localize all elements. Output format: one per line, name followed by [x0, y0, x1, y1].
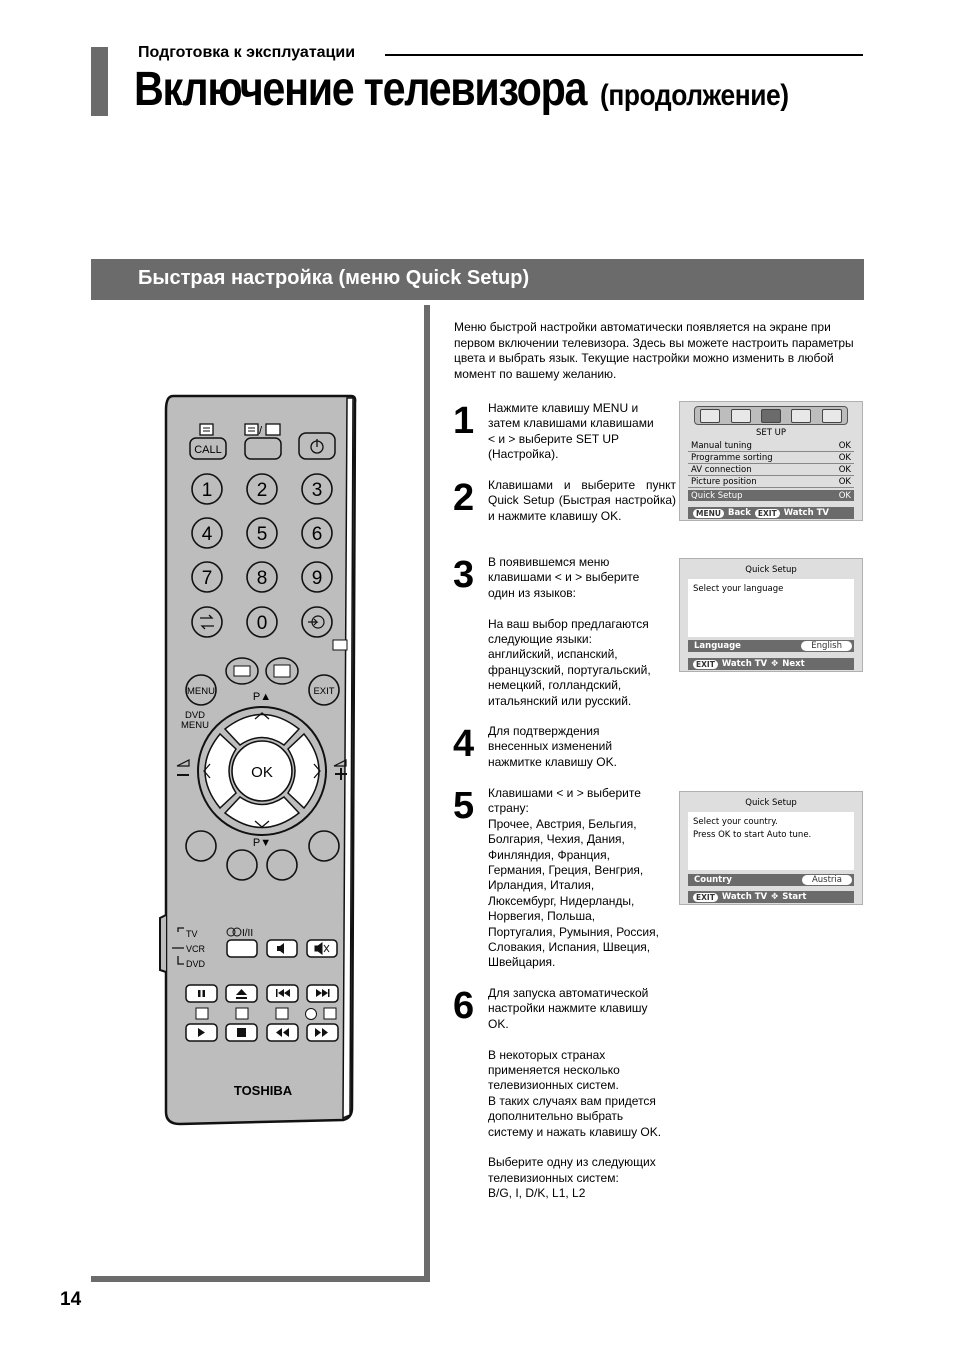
next-button[interactable] — [307, 985, 338, 1002]
picture-menu-icon — [700, 409, 720, 423]
text-hold-icon — [236, 1008, 248, 1019]
step-text — [488, 786, 676, 971]
menu-row-value: OK — [838, 477, 851, 487]
language-selector — [688, 640, 854, 652]
timer-icon — [306, 1009, 317, 1020]
screen-caption: Quick Setup — [745, 565, 797, 575]
exit-label: EXIT — [313, 686, 335, 697]
vcr-mode-label: VCR — [186, 944, 206, 954]
menu-row-selected — [688, 490, 854, 501]
text-cancel-icon — [324, 1008, 336, 1019]
column-divider — [424, 305, 430, 1282]
step-paragraph: Клавишами < и > выберите страну: Прочее, Австрия, Бельгия, Болгария, Чехия, Дания, Финляндия, Франция, Германия, Греция, Венгрия, Ирландия, Италия, Люксембург, Нидерланды, Норвегия, Польша, Португалия, Румыния, Россия, Словакия, Испания, Швеция, Швейцария. — [488, 786, 659, 970]
menu-row-label: AV connection — [691, 465, 752, 475]
menu-row-value: OK — [838, 441, 851, 451]
call-label: CALL — [194, 444, 222, 456]
audio-label: I/II — [242, 928, 254, 939]
program-up-label: P▲ — [252, 691, 272, 703]
step-text — [488, 724, 676, 770]
text-button[interactable] — [245, 438, 281, 459]
blue-button[interactable] — [309, 831, 339, 861]
pause-icon — [203, 990, 206, 997]
menu-row-label: Programme sorting — [691, 453, 773, 463]
digit-button-9[interactable] — [302, 562, 332, 592]
step-text — [488, 555, 676, 709]
section-title: Быстрая настройка (меню Quick Setup) — [138, 267, 530, 289]
digit-button-6[interactable] — [302, 518, 332, 548]
country-selector — [688, 874, 854, 886]
menu-row-label: Quick Setup — [691, 490, 743, 501]
step-paragraph: Выберите одну из следующих телевизионных систем: B/G, I, D/K, L1, L2 — [488, 1155, 656, 1201]
digit-button-3[interactable] — [302, 474, 332, 504]
input-button[interactable] — [302, 607, 332, 637]
digit-label: 9 — [311, 568, 323, 589]
step-text — [488, 401, 676, 463]
menu-row — [688, 441, 854, 452]
ok-label: OK — [251, 764, 273, 781]
step-paragraph: В некоторых странах применяется несколько телевизионных систем. В таких случаях вам придется дополнительно выбрать систему и нажать клавишу OK. — [488, 1047, 662, 1139]
menu-button[interactable] — [186, 675, 216, 705]
page-number: 14 — [60, 1289, 82, 1310]
bottom-rule — [91, 1276, 430, 1282]
step-number: 1 — [453, 400, 475, 442]
audio-button[interactable] — [227, 940, 257, 957]
call-button[interactable] — [190, 438, 226, 459]
selector-label: Country — [694, 875, 732, 885]
yellow-button[interactable] — [267, 850, 297, 880]
screen-footer — [688, 891, 854, 903]
play-button[interactable] — [186, 1024, 217, 1041]
screen-caption: SET UP — [755, 428, 786, 438]
digit-label: 3 — [311, 480, 323, 501]
exit-key: EXIT — [755, 509, 780, 518]
picture-still-icon — [274, 665, 290, 677]
exit-key: EXIT — [693, 893, 718, 902]
selector-value: Austria — [802, 875, 852, 885]
footer-label: Start — [782, 892, 807, 902]
stop-icon — [237, 1028, 246, 1037]
setup-menu-icon — [761, 409, 781, 423]
picture-size-button[interactable] — [226, 658, 258, 684]
step-paragraph: Нажмите клавишу MENU и затем клавишами клавишами < и > выберите SET UP (Настройка). — [488, 401, 654, 462]
tv-mode-label: TV — [186, 929, 198, 939]
digit-button-0[interactable] — [247, 607, 277, 637]
menu-row — [688, 453, 854, 464]
green-button[interactable] — [227, 850, 257, 880]
screen-footer — [688, 507, 854, 519]
footer-label: Back — [727, 508, 751, 518]
stop-button[interactable] — [226, 1024, 257, 1041]
brand-logo: TOSHIBA — [233, 1083, 293, 1098]
screen-message: Select your language — [688, 579, 854, 637]
svg-text:/: / — [259, 425, 263, 437]
menu-row — [688, 477, 854, 488]
sound-menu-icon — [731, 409, 751, 423]
feature-menu-icon — [822, 409, 842, 423]
digit-button-2[interactable] — [247, 474, 277, 504]
page-title-main: Включение телевизора — [134, 63, 587, 116]
footer-label: Next — [782, 659, 805, 669]
fast-forward-button[interactable] — [307, 1024, 338, 1041]
dvd-menu-label-2: MENU — [181, 720, 209, 731]
step-paragraph: Для подтверждения внесенных изменений нажмитке клавишу OK. — [488, 724, 617, 769]
chapter-rule — [385, 54, 863, 56]
step-paragraph: Для запуска автоматической настройки нажмите клавишу OK. — [488, 986, 649, 1031]
rewind-button[interactable] — [267, 1024, 298, 1041]
dvd-menu-label-1: DVD — [184, 710, 206, 721]
red-button[interactable] — [186, 831, 216, 861]
step-number: 6 — [453, 985, 475, 1027]
selector-value: English — [801, 641, 852, 651]
menu-icon-bar — [694, 406, 848, 425]
step-number: 4 — [453, 723, 475, 765]
swap-button[interactable] — [192, 607, 222, 637]
pause-button[interactable] — [186, 985, 217, 1002]
direction-pad[interactable] — [198, 707, 326, 835]
dvd-mode-label: DVD — [186, 959, 206, 969]
picture-mode-icon — [333, 640, 347, 650]
digit-label: 4 — [201, 524, 213, 545]
digit-label: 5 — [256, 524, 268, 545]
digit-button-4[interactable] — [192, 518, 222, 548]
power-button[interactable] — [299, 433, 335, 459]
step-number: 5 — [453, 785, 475, 827]
screen-footer — [688, 658, 854, 670]
digit-button-5[interactable] — [247, 518, 277, 548]
digit-button-7[interactable] — [192, 562, 222, 592]
menu-row-label: Picture position — [691, 477, 757, 487]
step-text — [488, 986, 676, 1202]
digit-label: 6 — [311, 524, 323, 545]
menu-row-value: OK — [838, 453, 851, 463]
digit-label: 0 — [256, 613, 268, 634]
program-down-label: P▼ — [252, 837, 272, 849]
dpad-icon: ✥ — [771, 659, 779, 669]
chapter-label: Подготовка к эксплуатации — [138, 44, 356, 61]
footer-label: Watch TV — [721, 892, 768, 902]
step-number: 2 — [453, 477, 475, 519]
digit-label: 8 — [256, 568, 268, 589]
digit-label: 2 — [256, 480, 268, 501]
footer-label: Watch TV — [721, 659, 768, 669]
step-paragraph: На ваш выбор предлагаются следующие языки: английский, испанский, французский, португальский, немецкий, голландский, итальянский или русский. — [488, 616, 651, 708]
intro-text: Меню быстрой настройки автоматически появляется на экране при первом включении телевизора. Здесь вы можете настроить параметры цвета и выбрать язык. Текущие настройки можно изменить в любой момент по вашему желанию. — [454, 320, 854, 381]
eject-button[interactable] — [226, 985, 257, 1002]
picture-still-button[interactable] — [266, 658, 298, 684]
step-paragraph: В появившемся меню клавишами < и > выберите один из языков: — [488, 555, 640, 600]
screen-caption: Quick Setup — [745, 798, 797, 808]
step-text — [488, 478, 676, 524]
exit-button[interactable] — [309, 675, 339, 705]
step-paragraph: Клавишами и выберите пункт Quick Setup (Быстрая настройка) и нажмите клавишу OK. — [488, 478, 676, 523]
setup-menu-screen — [679, 401, 863, 521]
country-screen — [679, 791, 863, 905]
digit-label: 7 — [201, 568, 213, 589]
menu-row-value: OK — [838, 490, 851, 501]
text-reveal-icon — [196, 1008, 208, 1019]
menu-key: MENU — [693, 509, 724, 518]
exit-key: EXIT — [693, 660, 718, 669]
page-title-suffix: (продолжение) — [599, 79, 789, 112]
text-icon — [200, 424, 213, 435]
picture-size-icon — [234, 666, 250, 676]
remote-control-illustration — [0, 0, 430, 1150]
language-screen — [679, 558, 863, 672]
screen-message: Select your country. Press OK to start Auto tune. — [688, 812, 854, 870]
dpad-icon: ✥ — [771, 892, 779, 902]
menu-row — [688, 465, 854, 476]
previous-button[interactable] — [267, 985, 298, 1002]
selector-label: Language — [694, 641, 741, 651]
footer-label: Watch TV — [783, 508, 829, 518]
menu-row-label: Manual tuning — [691, 441, 752, 451]
timer-menu-icon — [791, 409, 811, 423]
menu-row-value: OK — [838, 465, 851, 475]
digit-button-1[interactable] — [192, 474, 222, 504]
digit-label: 1 — [201, 480, 213, 501]
text-size-icon — [276, 1008, 288, 1019]
step-number: 3 — [453, 554, 475, 596]
menu-label: MENU — [187, 686, 215, 697]
digit-button-8[interactable] — [247, 562, 277, 592]
